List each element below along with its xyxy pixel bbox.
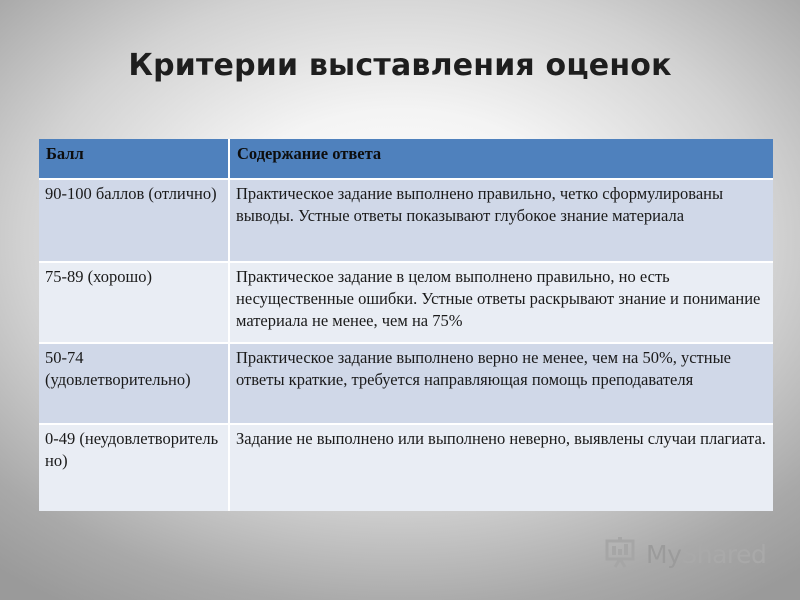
watermark-shared: Shared <box>681 539 767 569</box>
myshared-watermark <box>604 537 766 571</box>
table-row <box>39 343 773 424</box>
column-header-content: Содержание ответа <box>229 139 773 179</box>
presentation-board-icon <box>604 535 638 574</box>
content-cell: Практическое задание выполнено верно не менее, чем на 50%, устные ответы краткие, требуется направляющая помощь преподавателя <box>229 343 773 424</box>
grading-criteria-table <box>39 139 773 511</box>
score-cell: 0-49 (неудовлетворитель но) <box>39 424 229 511</box>
table-row <box>39 262 773 343</box>
score-cell: 90-100 баллов (отлично) <box>39 179 229 262</box>
table-header-row <box>39 139 773 179</box>
score-cell: 75-89 (хорошо) <box>39 262 229 343</box>
content-cell: Практическое задание в целом выполнено правильно, но есть несущественные ошибки. Устные ответы раскрывают знание и понимание материала не менее, чем на 75% <box>229 262 773 343</box>
slide-title: Критерии выставления оценок <box>128 48 672 83</box>
table-row <box>39 179 773 262</box>
watermark-text <box>646 540 766 569</box>
score-cell: 50-74 (удовлетворительно) <box>39 343 229 424</box>
watermark-my: My <box>646 539 682 569</box>
content-cell: Задание не выполнено или выполнено неверно, выявлены случаи плагиата. <box>229 424 773 511</box>
table-row <box>39 424 773 511</box>
content-cell: Практическое задание выполнено правильно, четко сформулированы выводы. Устные ответы показывают глубокое знание материала <box>229 179 773 262</box>
column-header-score: Балл <box>39 139 229 179</box>
